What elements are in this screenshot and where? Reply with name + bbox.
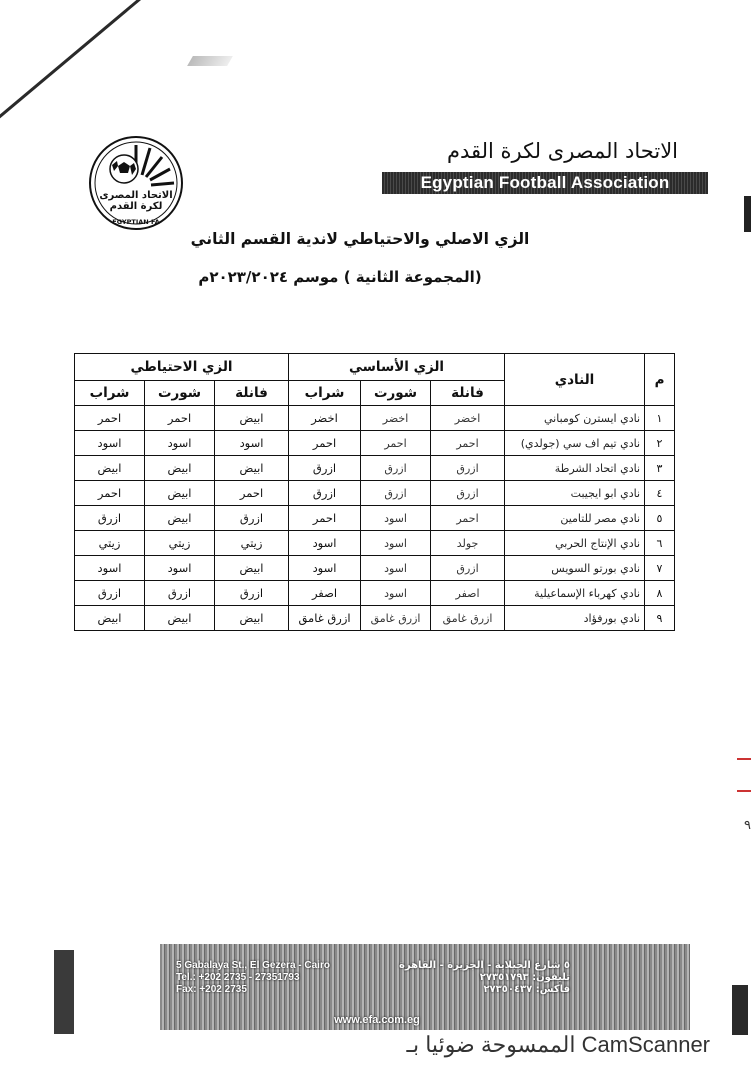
header-primary-shorts: شورت <box>361 381 431 406</box>
cell-primary-shirt: ازرق غامق <box>431 606 505 631</box>
cell-club: نادي بورفؤاد <box>505 606 645 631</box>
cell-club: نادي مصر للتامين <box>505 506 645 531</box>
scan-edge-red-line <box>737 758 751 760</box>
logo-english-text: EGYPTIAN FA <box>112 218 160 226</box>
table-row <box>75 531 675 556</box>
scan-corner-mark <box>187 56 233 66</box>
cell-primary-socks: احمر <box>289 506 361 531</box>
footer-fax-line-ar: فاكس: ٢٧٣٥٠٤٣٧ <box>483 984 570 995</box>
cell-reserve-shirt: زيتي <box>215 531 289 556</box>
cell-reserve-shorts: اسود <box>145 431 215 456</box>
cell-num: ٣ <box>645 456 675 481</box>
cell-club: نادي كهرباء الإسماعيلية <box>505 581 645 606</box>
scan-edge-red-line <box>737 790 751 792</box>
cell-primary-shorts: احمر <box>361 431 431 456</box>
cell-reserve-shorts: احمر <box>145 406 215 431</box>
cell-num: ٩ <box>645 606 675 631</box>
footer-address-line-ar: ٥ شارع الجبلاية - الجزيرة - القاهرة <box>398 960 570 971</box>
cell-primary-shirt: احمر <box>431 506 505 531</box>
kits-table-body <box>75 406 675 631</box>
cell-reserve-shirt: ابيض <box>215 456 289 481</box>
header-club: النادي <box>505 354 645 406</box>
cell-reserve-shirt: ازرق <box>215 581 289 606</box>
header-primary-socks: شراب <box>289 381 361 406</box>
header-primary-kit: الزي الأساسي <box>289 354 505 381</box>
cell-reserve-shorts: اسود <box>145 556 215 581</box>
cell-reserve-shorts: ابيض <box>145 606 215 631</box>
cell-num: ٦ <box>645 531 675 556</box>
cell-reserve-socks: احمر <box>75 481 145 506</box>
footer-phone-line: Tel.: +202 2735 - 27351793 <box>176 972 300 983</box>
cell-reserve-shirt: اسود <box>215 431 289 456</box>
footer-phone-line-ar: تليفون: ٢٧٣٥١٧٩٣ <box>479 972 570 983</box>
cell-reserve-socks: زيتي <box>75 531 145 556</box>
table-row <box>75 506 675 531</box>
cell-reserve-socks: ازرق <box>75 581 145 606</box>
table-row <box>75 456 675 481</box>
cell-primary-shirt: ازرق <box>431 456 505 481</box>
efa-logo-icon <box>88 135 184 231</box>
header-reserve-shorts: شورت <box>145 381 215 406</box>
footer-right-bar <box>732 985 748 1035</box>
cell-primary-socks: اسود <box>289 556 361 581</box>
cell-primary-shorts: اسود <box>361 506 431 531</box>
table-row <box>75 556 675 581</box>
cell-num: ١ <box>645 406 675 431</box>
cell-reserve-socks: ابيض <box>75 606 145 631</box>
cell-primary-socks: ازرق <box>289 481 361 506</box>
association-name-english: Egyptian Football Association <box>382 172 708 194</box>
cell-reserve-socks: اسود <box>75 556 145 581</box>
table-row <box>75 431 675 456</box>
cell-num: ٥ <box>645 506 675 531</box>
table-row <box>75 581 675 606</box>
cell-primary-shorts: ازرق <box>361 481 431 506</box>
cell-primary-socks: اخضر <box>289 406 361 431</box>
header-primary-shirt: فانلة <box>431 381 505 406</box>
cell-club: نادي بورتو السويس <box>505 556 645 581</box>
footer-address-english <box>176 960 366 996</box>
cell-num: ٨ <box>645 581 675 606</box>
table-row <box>75 606 675 631</box>
cell-primary-shirt: ازرق <box>431 481 505 506</box>
cell-primary-shirt: اصفر <box>431 581 505 606</box>
association-name-arabic: الاتحاد المصرى لكرة القدم <box>446 139 678 163</box>
cell-club: نادي اتحاد الشرطة <box>505 456 645 481</box>
cell-primary-socks: اصفر <box>289 581 361 606</box>
cell-reserve-shorts: ابيض <box>145 506 215 531</box>
cell-reserve-shorts: ابيض <box>145 456 215 481</box>
cell-club: نادي الإنتاج الحربي <box>505 531 645 556</box>
cell-primary-shorts: اسود <box>361 556 431 581</box>
cell-reserve-socks: ازرق <box>75 506 145 531</box>
cell-club: نادي ايسترن كومباني <box>505 406 645 431</box>
scan-diagonal-line <box>0 0 184 150</box>
footer-left-bar <box>54 950 74 1034</box>
efa-logo <box>88 135 184 231</box>
cell-primary-shirt: اخضر <box>431 406 505 431</box>
cell-num: ٤ <box>645 481 675 506</box>
camscanner-watermark: CamScanner الممسوحة ضوئيا بـ <box>406 1032 710 1057</box>
cell-primary-shorts: اسود <box>361 581 431 606</box>
cell-primary-socks: احمر <box>289 431 361 456</box>
cell-primary-shorts: اخضر <box>361 406 431 431</box>
cell-reserve-shirt: ابيض <box>215 406 289 431</box>
scan-edge-mark <box>744 196 751 232</box>
cell-primary-shirt: جولد <box>431 531 505 556</box>
cell-reserve-socks: احمر <box>75 406 145 431</box>
cell-primary-shorts: ازرق <box>361 456 431 481</box>
footer-fax-line: Fax: +202 2735 <box>176 984 247 995</box>
cell-reserve-shorts: زيتي <box>145 531 215 556</box>
cell-primary-shorts: ازرق غامق <box>361 606 431 631</box>
document-subtitle: (المجموعة الثانية ) موسم ٢٠٢٣/٢٠٢٤م <box>198 268 482 286</box>
footer-address-line: 5 Gabalaya St., El Gezera - Cairo <box>176 960 330 971</box>
cell-reserve-shirt: ازرق <box>215 506 289 531</box>
cell-primary-socks: ازرق <box>289 456 361 481</box>
header-reserve-kit: الزي الاحتياطي <box>75 354 289 381</box>
header-reserve-socks: شراب <box>75 381 145 406</box>
cell-reserve-shorts: ازرق <box>145 581 215 606</box>
cell-primary-socks: اسود <box>289 531 361 556</box>
cell-primary-socks: ازرق غامق <box>289 606 361 631</box>
edge-number: ٩ <box>744 818 751 833</box>
cell-num: ٧ <box>645 556 675 581</box>
cell-reserve-shirt: احمر <box>215 481 289 506</box>
document-title: الزي الاصلي والاحتياطي لاندية القسم الثاني <box>190 230 530 248</box>
cell-reserve-shirt: ابيض <box>215 606 289 631</box>
cell-club: نادي تيم اف سي (جولدي) <box>505 431 645 456</box>
cell-reserve-socks: اسود <box>75 431 145 456</box>
table-row <box>75 481 675 506</box>
cell-primary-shorts: اسود <box>361 531 431 556</box>
cell-reserve-shorts: ابيض <box>145 481 215 506</box>
header-num: م <box>645 354 675 406</box>
logo-arabic-text: الاتحاد المصرى لكرة القدم <box>99 190 173 212</box>
cell-primary-shirt: احمر <box>431 431 505 456</box>
footer-website: www.efa.com.eg <box>334 1014 420 1026</box>
kits-table <box>74 353 675 631</box>
header-reserve-shirt: فانلة <box>215 381 289 406</box>
cell-club: نادي ابو ايجيبت <box>505 481 645 506</box>
table-row <box>75 406 675 431</box>
cell-primary-shirt: ازرق <box>431 556 505 581</box>
cell-reserve-shirt: ابيض <box>215 556 289 581</box>
footer-address-arabic <box>380 960 570 996</box>
cell-num: ٢ <box>645 431 675 456</box>
cell-reserve-socks: ابيض <box>75 456 145 481</box>
